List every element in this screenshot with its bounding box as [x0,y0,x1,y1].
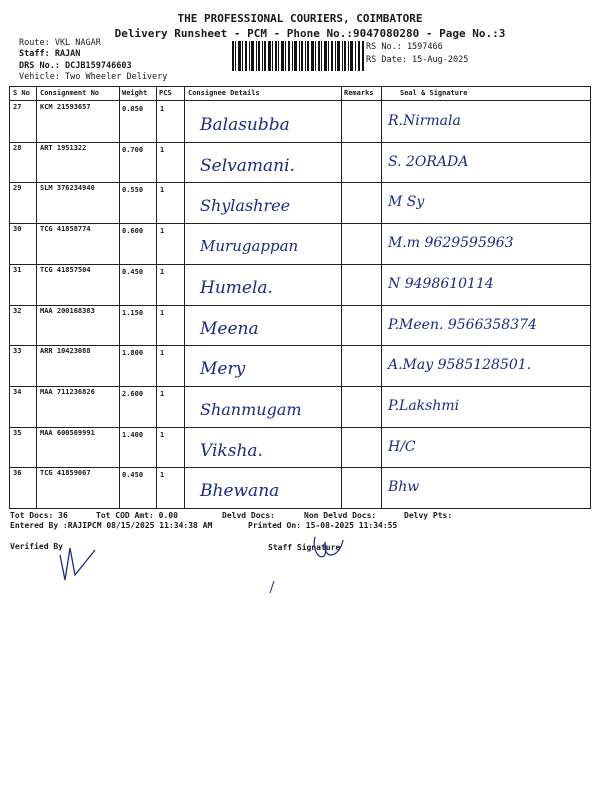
delivered-docs: Delvd Docs: [222,511,275,520]
col-header-weight: Weight [122,89,148,97]
row-consignment-no: KCM 21593657 [40,103,91,111]
row-consignee-name: Mery [200,359,246,380]
row-consignee-name: Shanmugam [200,399,302,419]
vehicle-label: Vehicle: Two Wheeler Delivery [19,72,168,82]
row-sno: 31 [13,265,22,274]
row-seal-signature: P.Meen. 9566358374 [388,316,537,333]
row-pcs: 1 [160,471,165,480]
row-consignment-no: MAA 711236826 [40,387,95,396]
row-consignee-name: Murugappan [200,237,299,256]
row-seal-signature: R.Nirmala [388,113,461,129]
row-seal-signature: Bhw [388,479,420,496]
row-consignee-name: Shylashree [200,196,291,216]
row-seal-signature: P.Lakshmi [388,397,460,414]
row-pcs: 1 [160,308,165,317]
row-weight: 1.150 [122,308,144,317]
non-delivered-docs: Non Delvd Docs: [304,511,377,520]
row-consignee-name: Meena [200,318,259,339]
row-sno: 28 [13,143,22,152]
row-weight: 2.600 [122,389,144,398]
row-consignment-no: MAA 200168383 [40,306,95,315]
staff-signature-image [305,532,350,570]
row-consignment-no: ARR 10423088 [40,347,91,356]
col-header-consignee: Consignee Details [188,89,260,97]
row-consignment-no: TCG 41858774 [40,225,91,234]
row-seal-signature: H/C [388,438,416,455]
row-weight: 0.550 [122,186,144,195]
company-title: THE PROFESSIONAL COURIERS, COIMBATORE [177,12,423,25]
row-weight: 1.800 [122,349,144,358]
runsheet-table [9,86,591,509]
delivery-points: Delvy Pts: [404,511,453,520]
row-consignment-no: SLM 376234940 [40,184,95,193]
row-sno: 35 [13,428,22,437]
row-sno: 30 [13,225,22,234]
row-weight: 0.600 [122,227,144,236]
barcode-image [232,41,364,71]
row-seal-signature: M.m 9629595963 [388,235,514,252]
col-header-consignment: Consignment No [40,89,100,97]
row-pcs: 1 [160,145,165,154]
row-pcs: 1 [160,349,165,358]
row-sno: 27 [13,103,22,111]
row-weight: 0.450 [122,267,144,276]
rs-date: RS Date: 15-Aug-2025 [366,55,469,65]
col-header-seal: Seal & Signature [400,89,468,97]
row-consignee-name: Viksha. [200,440,263,461]
row-weight: 1.400 [122,430,144,439]
row-sno: 29 [13,184,22,193]
row-consignment-no: TCG 41857504 [40,265,91,274]
row-weight: 0.450 [122,471,144,480]
rs-number: RS No.: 1597466 [366,42,443,52]
verified-by-label: Verified By [10,542,63,551]
row-sno: 36 [13,469,22,478]
row-weight: 0.700 [122,145,144,154]
row-consignment-no: TCG 41859067 [40,469,91,478]
pen-mark-image [268,580,276,594]
staff-signature-label: Staff Signature [268,543,341,552]
route-label: Route: VKL NAGAR [19,38,101,48]
total-cod: Tot COD Amt: 0.00 [96,511,178,520]
row-consignee-name: Selvamani. [200,155,295,176]
row-seal-signature: A.May 9585128501. [388,357,532,374]
row-seal-signature: S. 2ORADA [388,153,469,170]
drs-number: DRS No.: DCJB159746603 [19,61,132,71]
row-consignee-name: Bhewana [200,481,280,502]
row-consignment-no: ART 1951322 [40,143,87,152]
col-header-remarks: Remarks [344,89,374,97]
col-header-pcs: PCS [159,89,172,97]
total-docs: Tot Docs: 36 [10,511,68,520]
row-sno: 33 [13,347,22,356]
row-pcs: 1 [160,105,165,113]
row-pcs: 1 [160,267,165,276]
runsheet-subtitle: Delivery Runsheet - PCM - Phone No.:9047080280 - Page No.:3 [114,27,506,40]
row-sno: 32 [13,306,22,315]
printed-on: Printed On: 15-08-2025 11:34:55 [248,521,398,530]
verifier-signature-image [55,540,105,585]
col-header-sno: S No [13,89,30,97]
row-consignee-name: Humela. [200,277,273,298]
row-consignee-name: Balasubba [200,115,290,135]
row-sno: 34 [13,387,22,396]
row-seal-signature: M Sy [388,194,425,211]
row-pcs: 1 [160,186,165,195]
row-seal-signature: N 9498610114 [388,275,494,292]
row-pcs: 1 [160,430,165,439]
entered-by: Entered By :RAJIPCM 08/15/2025 11:34:38 AM [10,521,213,530]
staff-label: Staff: RAJAN [19,49,81,59]
row-pcs: 1 [160,389,165,398]
row-weight: 0.050 [122,105,144,113]
row-consignment-no: MAA 600569991 [40,428,95,437]
row-pcs: 1 [160,227,165,236]
